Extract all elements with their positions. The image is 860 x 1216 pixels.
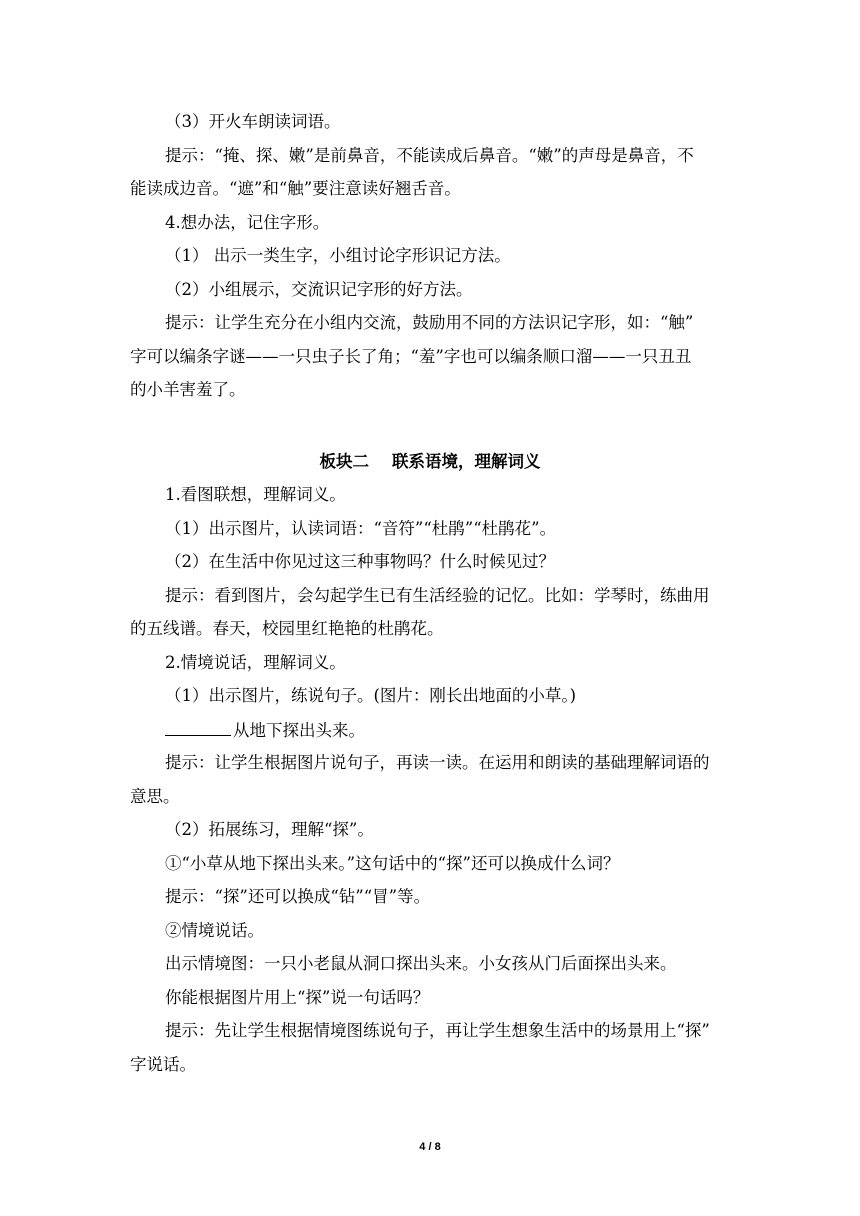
item-1-heading: 1.看图联想，理解词义。: [165, 485, 346, 504]
hint-paragraph-3-line-1: 提示：看到图片，会勾起学生已有生活经验的记忆。比如：学琴时，练曲用: [165, 586, 710, 605]
hint-paragraph-2-line-1: 提示：让学生充分在小组内交流，鼓励用不同的方法识记字形，如：“触”: [165, 313, 694, 332]
item-2-substep-2: （2）拓展练习，理解“探”。: [165, 820, 374, 839]
fill-in-sentence: [165, 718, 365, 743]
substep-1-line: （1） 出示一类生字，小组讨论字形识记方法。: [165, 246, 511, 265]
page-number: 4 / 8: [419, 1141, 441, 1153]
question-2-line: ②情境说话。: [165, 921, 264, 940]
hint-paragraph-2-line-2: 字可以编条字谜——一只虫子长了角；“羞”字也可以编条顺口溜——一只丑丑: [130, 347, 692, 366]
scene-description-line: 出示情境图：一只小老鼠从洞口探出头来。小女孩从门后面探出头来。: [165, 954, 677, 973]
question-1-line: ①“小草从地下探出头来。”这句话中的“探”还可以换成什么词？: [165, 854, 620, 873]
item-1-substep-2: （2）在生活中你见过这三种事物吗？什么时候见过？: [165, 552, 555, 571]
question-3-line: 你能根据图片用上“探”说一句话吗？: [165, 988, 430, 1007]
item-2-substep-1: （1）出示图片，练说句子。(图片：刚长出地面的小草。): [165, 686, 577, 705]
hint-paragraph-1-line-1: 提示：“掩、探、嫩”是前鼻音，不能读成后鼻音。“嫩”的声母是鼻音，不: [165, 146, 694, 165]
step-3-line: （3）开火车朗读词语。: [165, 112, 341, 131]
hint-paragraph-5-line: 提示：“探”还可以换成“钻”“冒”等。: [165, 887, 431, 906]
hint-paragraph-1-line-2: 能读成边音。“遮”和“触”要注意读好翘舌音。: [130, 179, 461, 198]
hint-paragraph-3-line-2: 的五线谱。春天，校园里红艳艳的杜鹃花。: [130, 619, 444, 638]
fill-in-blank: [165, 718, 231, 736]
fill-in-sentence-text: 从地下探出头来。: [233, 721, 365, 740]
hint-paragraph-6-line-1: 提示：先让学生根据情境图练说句子，再让学生想象生活中的场景用上“探”: [165, 1021, 710, 1040]
item-1-substep-1: （1）出示图片，认读词语：“音符”“杜鹃”“杜鹃花”。: [165, 519, 557, 538]
step-4-heading: 4.想办法，记住字形。: [165, 213, 330, 232]
substep-2-line: （2）小组展示，交流识记字形的好方法。: [165, 280, 473, 299]
hint-paragraph-2-line-3: 的小羊害羞了。: [130, 380, 246, 399]
section-heading: 板块二 联系语境，理解词义: [319, 452, 541, 471]
hint-paragraph-4-line-2: 意思。: [130, 787, 180, 806]
hint-paragraph-6-line-2: 字说话。: [130, 1055, 196, 1074]
item-2-heading: 2.情境说话，理解词义。: [165, 653, 346, 672]
hint-paragraph-4-line-1: 提示：让学生根据图片说句子，再读一读。在运用和朗读的基础理解词语的: [165, 753, 710, 772]
